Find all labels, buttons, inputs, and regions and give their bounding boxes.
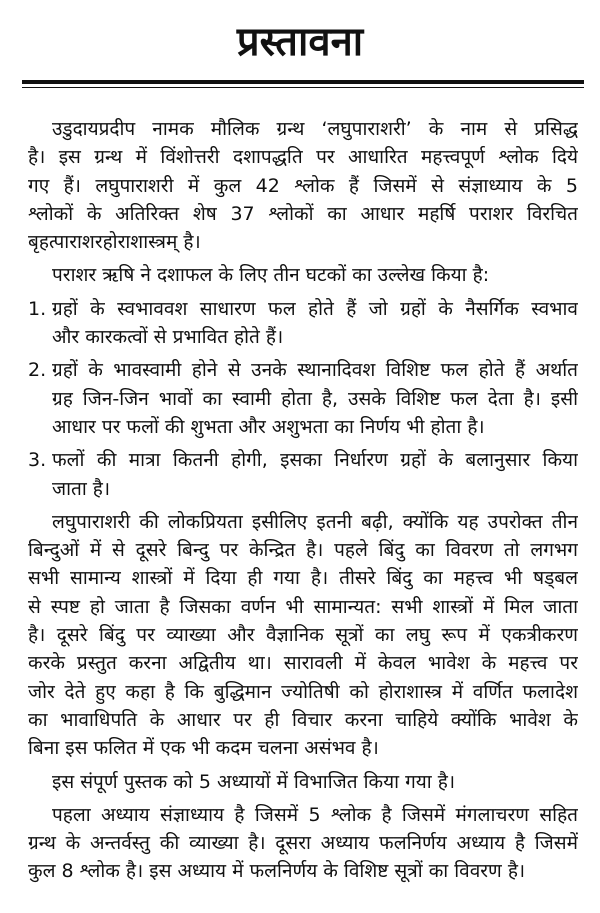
- page-body: [28, 115, 578, 891]
- text-line: बिन्दुओं में से दूसरे बिन्दु पर केन्द्रित है। पहले बिंदु का विवरण तो लगभग: [28, 539, 578, 562]
- text-line: कुल 8 श्लोक है। इस अध्याय में फलनिर्णय के विशिष्ट सूत्रों का विवरण है।: [28, 860, 526, 883]
- paragraph-popularity: [28, 508, 578, 763]
- text-line: जाता है।: [52, 477, 111, 500]
- list-item: [28, 295, 578, 352]
- paragraph-chapters: [28, 801, 578, 886]
- text-line: ग्रहों के भावस्वामी होने से उनके स्थानादिवश विशिष्ट फल होते हैं अर्थात: [52, 359, 578, 382]
- text-line: पराशर ऋषि ने दशाफल के लिए तीन घटकों का उल्लेख किया है:: [52, 264, 490, 287]
- text-line: लघुपाराशरी की लोकप्रियता इसीलिए इतनी बढ़ी, क्योंकि यह उपरोक्त तीन: [52, 510, 578, 533]
- list-number: 2.: [28, 359, 47, 382]
- text-line: पहला अध्याय संज्ञाध्याय है जिसमें 5 श्लोक है जिसमें मंगलाचरण सहित: [52, 803, 578, 826]
- text-line: उडुदायप्रदीप नामक मौलिक ग्रन्थ ‘लघुपाराशरी’ के नाम से प्रसिद्ध: [52, 118, 578, 140]
- text-line: से स्पष्ट हो जाता है जिसका वर्णन भी सामान्यत: सभी शास्त्रों में मिल जाता: [28, 595, 578, 618]
- paragraph-division: [28, 768, 578, 796]
- paragraph-intro: [28, 115, 578, 256]
- text-line: का भावाधिपति के आधार पर ही विचार करना चाहिये क्योंकि भावेश के: [28, 708, 578, 731]
- text-line: ग्रह जिन-जिन भावों का स्वामी होता है, उसके विशिष्ट फल देता है। इसी: [52, 387, 578, 410]
- text-line: गए हैं। लघुपाराशरी में कुल 42 श्लोक हैं जिसमें से संज्ञाध्याय के 5: [28, 174, 578, 197]
- paragraph-lead: [28, 261, 578, 289]
- list-number: 3.: [28, 449, 47, 472]
- title-rule-thick: [22, 80, 584, 84]
- text-line: बृहत्पाराशरहोराशास्त्रम् है।: [28, 231, 201, 254]
- text-line: ग्रन्थ के अन्तर्वस्तु की व्याख्या है। दूसरा अध्याय फलनिर्णय अध्याय है जिसमें: [28, 832, 578, 855]
- text-line: करके प्रस्तुत करना अद्वितीय था। सारावली में केवल भावेश के महत्त्व पर: [28, 652, 578, 675]
- text-line: जोर देते हुए कहा है कि बुद्धिमान ज्योतिषी को होराशास्त्र में वर्णित फलादेश: [28, 680, 578, 703]
- list-number: 1.: [28, 297, 47, 320]
- text-line: श्लोकों के अतिरिक्त शेष 37 श्लोकों का आधार महर्षि पराशर विरचित: [28, 202, 578, 225]
- text-line: फलों की मात्रा कितनी होगी, इसका निर्धारण ग्रहों के बलानुसार किया: [52, 449, 578, 472]
- title-rule-thin: [22, 87, 584, 88]
- text-line: और कारकत्वों से प्रभावित होते हैं।: [52, 326, 284, 349]
- page-title: प्रस्तावना: [236, 19, 364, 65]
- text-line: सभी सामान्य शास्त्रों में दिया ही गया है। तीसरे बिंदु का महत्त्व भी षड्बल: [28, 567, 578, 590]
- list-item: [28, 356, 578, 441]
- text-line: है। इस ग्रन्थ में विंशोत्तरी दशापद्धति पर आधारित महत्त्वपूर्ण श्लोक दिये: [28, 146, 578, 169]
- list-item: [28, 446, 578, 503]
- text-line: ग्रहों के स्वभाववश साधारण फल होते हैं जो ग्रहों के नैसर्गिक स्वभाव: [52, 297, 578, 320]
- text-line: आधार पर फलों की शुभता और अशुभता का निर्णय भी होता है।: [52, 415, 485, 438]
- text-line: है। दूसरे बिंदु पर व्याख्या और वैज्ञानिक सूत्रों का लघु रूप में एकत्रीकरण: [28, 624, 578, 647]
- text-line: इस संपूर्ण पुस्तक को 5 अध्यायों में विभाजित किया गया है।: [52, 770, 456, 793]
- text-line: बिना इस फलित में एक भी कदम चलना असंभव है।: [28, 737, 379, 760]
